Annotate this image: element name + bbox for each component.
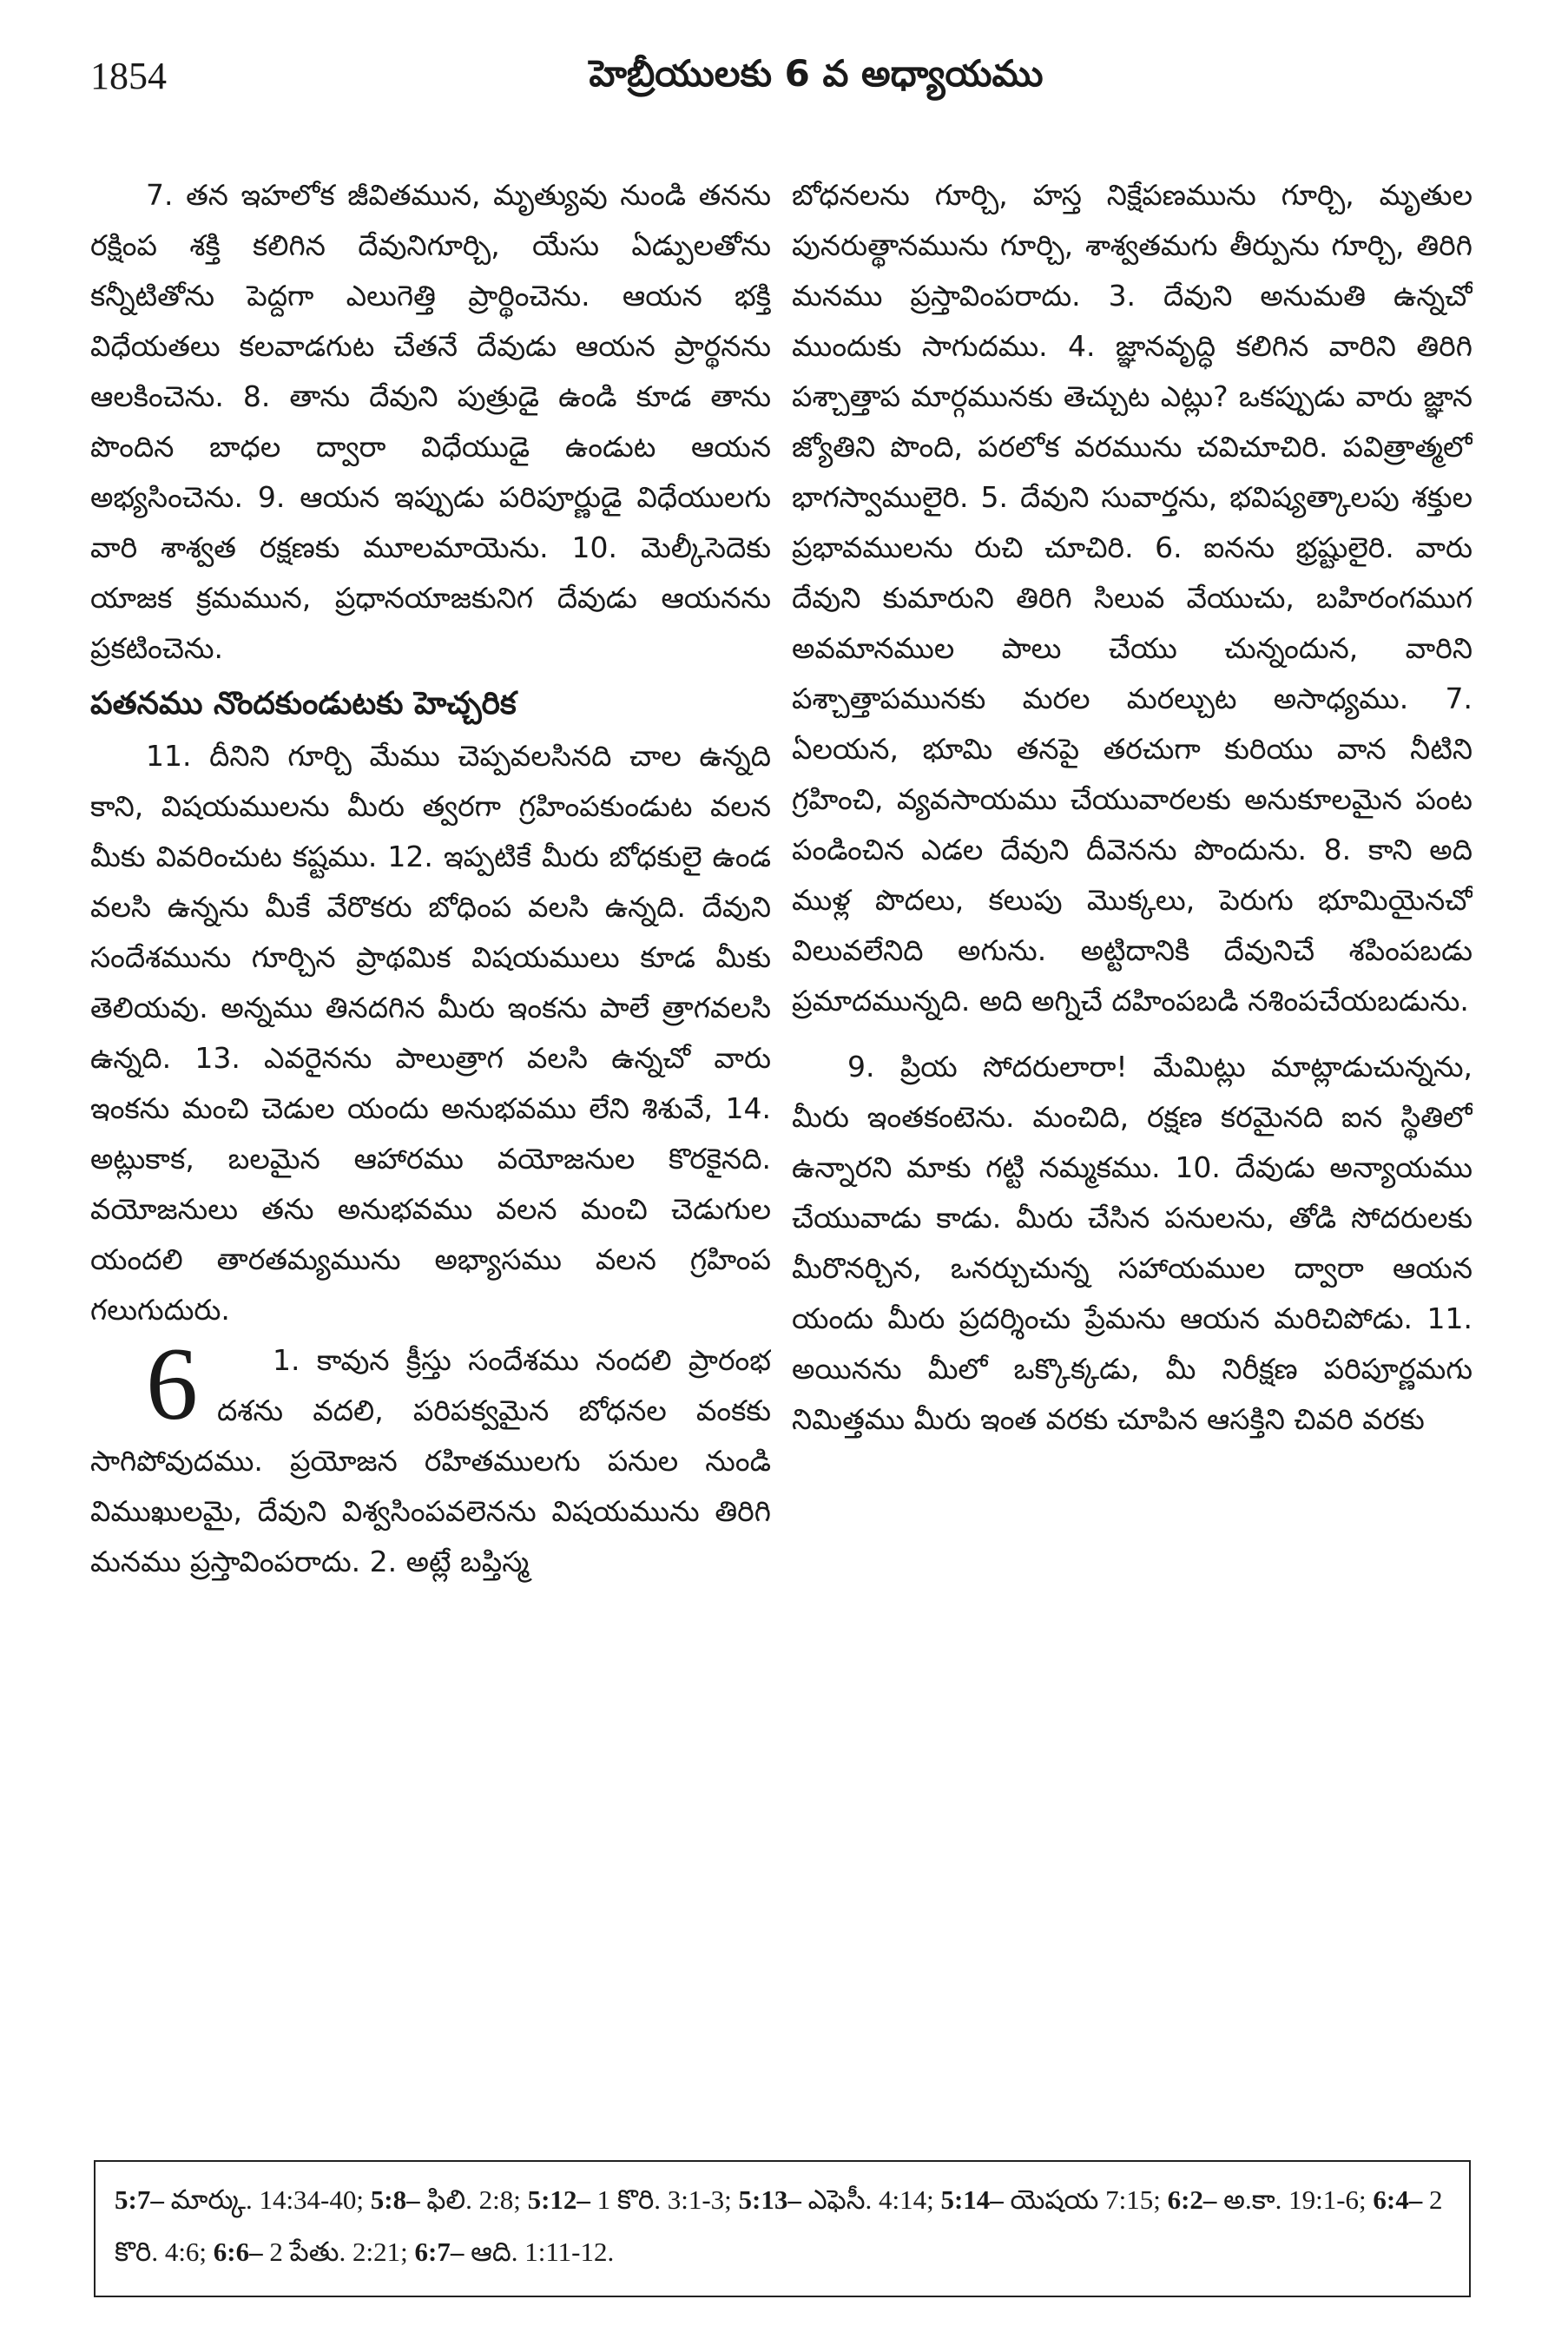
right-column [792, 170, 1472, 2132]
running-head: హెబ్రీయులకు 6 వ అధ్యాయము [589, 52, 1044, 95]
chapter-number: 6 [146, 1326, 198, 1441]
footnote-item: 6:6– 2 పేతు. 2:21; [213, 2237, 408, 2267]
footnote-ref: 5:8 [370, 2184, 407, 2215]
footnote-text: ఫిలి. 2:8; [426, 2184, 521, 2215]
footnotes-box [94, 2160, 1471, 2297]
footnote-ref: 5:13 [738, 2184, 788, 2215]
footnote-ref: 5:7 [115, 2184, 151, 2215]
footnote-text: యెషయ 7:15; [1010, 2184, 1161, 2215]
section-heading: పతనము నొందకుండుటకు హెచ్చరిక [90, 686, 517, 721]
paragraph-verse-7: 7. తన ఇహలోక జీవితమున, మృత్యువు నుండి తనను రక్షింప శక్తి కలిగిన దేవునిగూర్చి, యేసు ఏడ్పులతోను కన్నీటితోను పెద్దగా ఎలుగెత్తి ప్రార్థించెను. ఆయన భక్తి విధేయతలు కలవాడగుట చేతనే దేవుడు ఆయన ప్రార్థనను ఆలకించెను. 8. తాను దేవుని పుత్రుడై ఉండి కూడ తాను పొందిన బాధల ద్వారా విధేయుడై ఉండుట ఆయన అభ్యసించెను. 9. ఆయన ఇప్పుడు పరిపూర్ణుడై విధేయులగు వారి శాశ్వత రక్షణకు మూలమాయెను. 10. మెల్కీసెదెకు యాజక క్రమమున, ప్రధానయాజకునిగ దేవుడు ఆయనను ప్రకటించెను. [90, 178, 771, 665]
footnote-text: ఆది. 1:11-12. [471, 2237, 615, 2267]
footnote-item: 6:7– ఆది. 1:11-12. [414, 2237, 615, 2267]
footnote-ref: 6:7 [414, 2237, 451, 2267]
footnote-item: 5:13– ఎఫెసీ. 4:14; [738, 2184, 934, 2215]
footnote-item: 5:14– యెషయ 7:15; [940, 2184, 1161, 2215]
footnote-text: ఎఫెసీ. 4:14; [807, 2184, 934, 2215]
footnote-ref: 5:12 [527, 2184, 577, 2215]
footnote-text: 2 పేతు. 2:21; [269, 2237, 408, 2267]
paragraph-continuation: బోధనలను గూర్చి, హస్త నిక్షేపణమును గూర్చి, మృతుల పునరుత్థానమును గూర్చి, శాశ్వతమగు తీర్పును గూర్చి, తిరిగి మనము ప్రస్తావింపరాదు. 3. దేవుని అనుమతి ఉన్నచో ముందుకు సాగుదము. 4. జ్ఞానవృద్ధి కలిగిన వారిని తిరిగి పశ్చాత్తాప మార్గమునకు తెచ్చుట ఎట్లు? ఒకప్పుడు వారు జ్ఞాన జ్యోతిని పొంది, పరలోక వరమును చవిచూచిరి. పవిత్రాత్మలో భాగస్వాములైరి. 5. దేవుని సువార్తను, భవిష్యత్కాలపు శక్తుల ప్రభావములను రుచి చూచిరి. 6. ఐనను భ్రష్టులైరి. వారు దేవుని కుమారుని తిరిగి సిలువ వేయుచు, బహిరంగముగ అవమానముల పాలు చేయు చున్నందున, వారిని పశ్చాత్తాపమునకు మరల మరల్చుట అసాధ్యము. 7. ఏలయన, భూమి తనపై తరచుగా కురియు వాన నీటిని గ్రహించి, వ్యవసాయము చేయువారలకు అనుకూలమైన పంట పండించిన ఎడల దేవుని దీవెనను పొందును. 8. కాని అది ముళ్ల పొదలు, కలుపు మొక్కలు, పెరుగు భూమియైనచో విలువలేనిది అగును. అట్టిదానికి దేవునిచే శపింపబడు ప్రమాదమున్నది. అది అగ్నిచే దహింపబడి నశింపచేయబడును. [792, 178, 1472, 1018]
page-number: 1854 [90, 55, 167, 97]
footnote-ref: 6:4 [1373, 2184, 1409, 2215]
footnote-item: 5:7– మార్కు. 14:34-40; [115, 2184, 364, 2215]
footnote-text: మార్కు. 14:34-40; [170, 2184, 364, 2215]
footnote-item: 5:12– 1 కొరి. 3:1-3; [527, 2184, 732, 2215]
footnote-item: 5:8– ఫిలి. 2:8; [370, 2184, 521, 2215]
chapter-6-text: 1. కావున క్రీస్తు సందేశము నందలి ప్రారంభ దశను వదలి, పరిపక్వమైన బోధనల వంకకు సాగిపోవుదము. ప్రయోజన రహితములగు పనుల నుండి విముఖులమై, దేవుని విశ్వసింపవలెనను విషయమును తిరిగి మనము ప్రస్తావింపరాదు. 2. అట్లే బప్తిస్మ [90, 1343, 771, 1578]
footnote-ref: 5:14 [940, 2184, 991, 2215]
left-column [90, 170, 771, 2132]
chapter-6-opening [90, 1326, 771, 1587]
footnote-ref: 6:2 [1167, 2184, 1203, 2215]
footnote-text: అ.కా. 19:1-6; [1223, 2184, 1367, 2215]
footnote-item: 6:2– అ.కా. 19:1-6; [1167, 2184, 1367, 2215]
footnote-text: 2 కొరి. 4:6; [115, 2184, 1443, 2267]
paragraph-verse-11: 11. దీనిని గూర్చి మేము చెప్పవలసినది చాల ఉన్నది కాని, విషయములను మీరు త్వరగా గ్రహింపకుండుట వలన మీకు వివరించుట కష్టము. 12. ఇప్పటికే మీరు బోధకులై ఉండ వలసి ఉన్నను మీకే వేరొకరు బోధింప వలసి ఉన్నది. దేవుని సందేశమును గూర్చిన ప్రాథమిక విషయములు కూడ మీకు తెలియవు. అన్నము తినదగిన మీరు ఇంకను పాలే త్రాగవలసి ఉన్నది. 13. ఎవరైనను పాలుత్రాగ వలసి ఉన్నచో వారు ఇంకను మంచి చెడుల యందు అనుభవము లేని శిశువే, 14. అట్లుకాక, బలమైన ఆహారము వయోజనుల కొరకైనది. వయోజనులు తను అనుభవము వలన మంచి చెడుగుల యందలి తారతమ్యమును అభ్యాసము వలన గ్రహింప గలుగుదురు. [90, 739, 771, 1327]
footnote-ref: 6:6 [213, 2237, 250, 2267]
footnote-item: 6:4– 2 కొరి. 4:6; [115, 2184, 1443, 2267]
footnote-text: 1 కొరి. 3:1-3; [596, 2184, 732, 2215]
paragraph-verse-9: 9. ప్రియ సోదరులారా! మేమిట్లు మాట్లాడుచున్నను, మీరు ఇంతకంటెను. మంచిది, రక్షణ కరమైనది ఐన స్థితిలో ఉన్నారని మాకు గట్టి నమ్మకము. 10. దేవుడు అన్యాయము చేయువాడు కాడు. మీరు చేసిన పనులను, తోడి సోదరులకు మీరొనర్చిన, ఒనర్చుచున్న సహాయముల ద్వారా ఆయన యందు మీరు ప్రదర్శించు ప్రేమను ఆయన మరిచిపోడు. 11. అయినను మీలో ఒక్కొక్కడు, మీ నిరీక్షణ పరిపూర్ణమగు నిమిత్తము మీరు ఇంత వరకు చూపిన ఆసక్తిని చివరి వరకు [792, 1050, 1472, 1436]
